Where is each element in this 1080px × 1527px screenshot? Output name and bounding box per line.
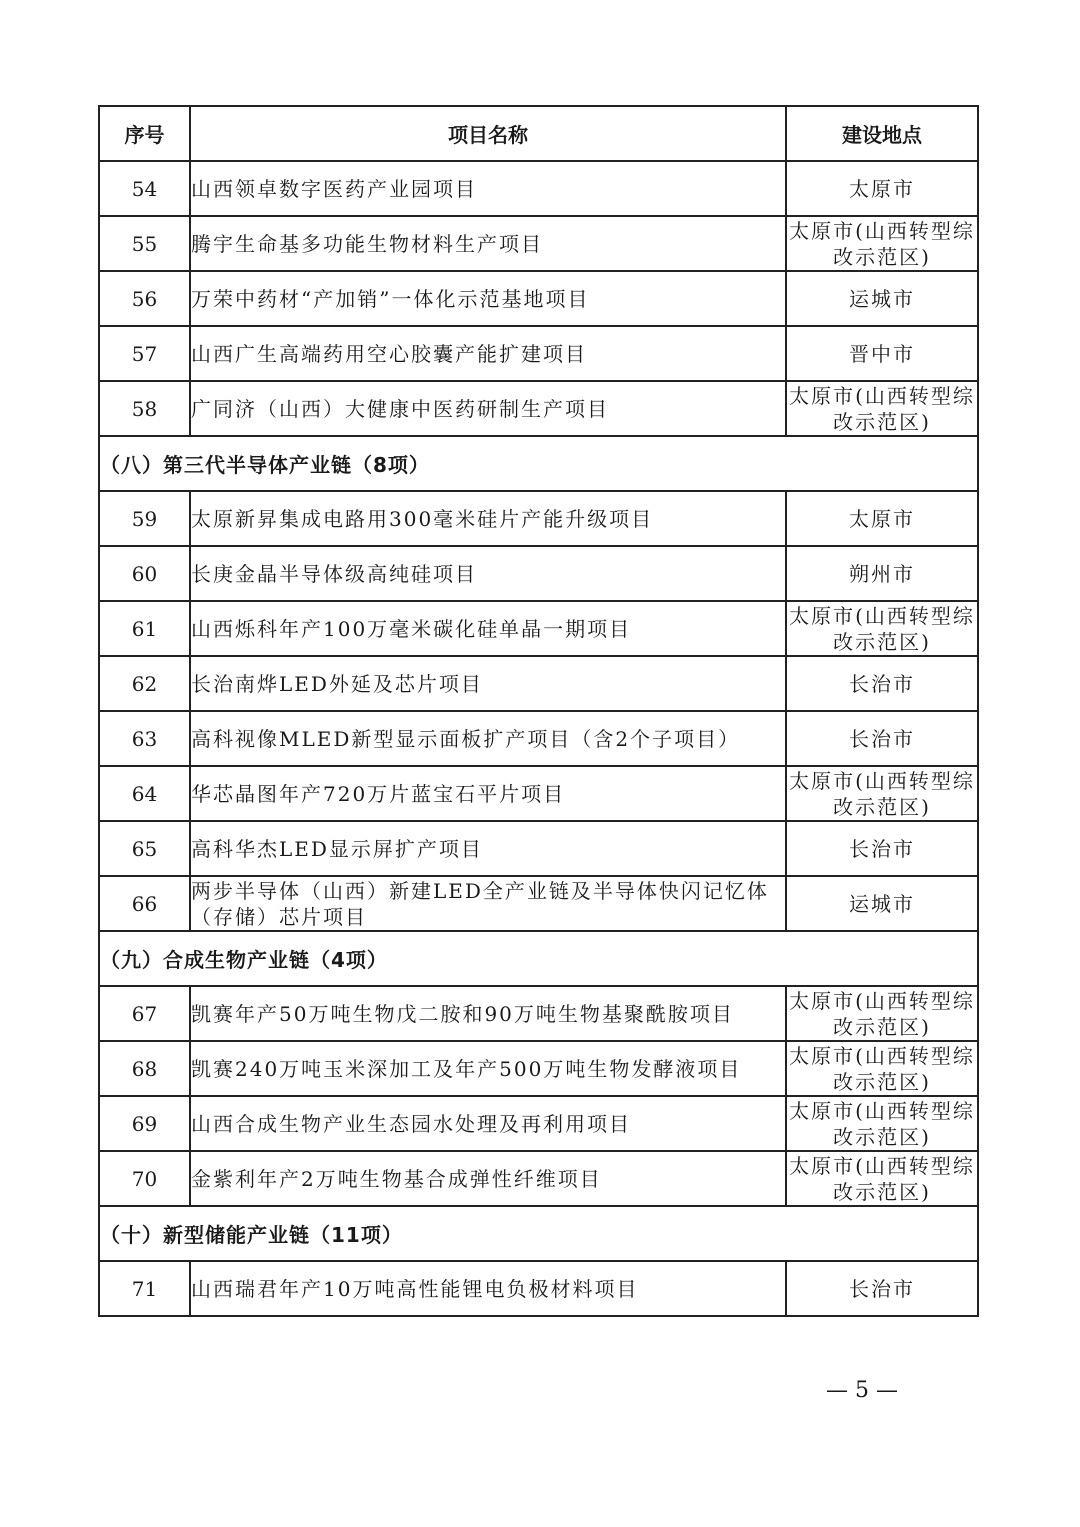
row-project-name: 山西瑞君年产10万吨高性能锂电负极材料项目 [190, 1261, 786, 1316]
row-serial-number: 55 [99, 216, 190, 271]
table-row [99, 326, 978, 381]
row-serial-number: 54 [99, 161, 190, 216]
row-serial-number: 69 [99, 1096, 190, 1151]
section-title: （八）第三代半导体产业链（8项） [99, 436, 978, 491]
section-row [99, 1206, 978, 1261]
row-serial-number: 70 [99, 1151, 190, 1206]
row-location: 太原市(山西转型综改示范区) [786, 1041, 978, 1096]
row-project-name: 广同济（山西）大健康中医药研制生产项目 [190, 381, 786, 436]
row-project-name: 山西合成生物产业生态园水处理及再利用项目 [190, 1096, 786, 1151]
table-row [99, 546, 978, 601]
row-project-name: 山西领卓数字医药产业园项目 [190, 161, 786, 216]
row-project-name: 山西广生高端药用空心胶囊产能扩建项目 [190, 326, 786, 381]
row-location: 太原市(山西转型综改示范区) [786, 1096, 978, 1151]
table-row [99, 766, 978, 821]
row-location: 太原市 [786, 491, 978, 546]
section-row [99, 931, 978, 986]
row-location: 长治市 [786, 821, 978, 876]
row-project-name: 山西烁科年产100万毫米碳化硅单晶一期项目 [190, 601, 786, 656]
row-project-name: 高科视像MLED新型显示面板扩产项目（含2个子项目） [190, 711, 786, 766]
table-row [99, 601, 978, 656]
row-location: 运城市 [786, 271, 978, 326]
header-project-name: 项目名称 [190, 106, 786, 161]
row-serial-number: 58 [99, 381, 190, 436]
row-serial-number: 63 [99, 711, 190, 766]
page-number: — 5 — [826, 1378, 898, 1403]
row-serial-number: 66 [99, 876, 190, 931]
row-serial-number: 67 [99, 986, 190, 1041]
row-project-name: 凯赛240万吨玉米深加工及年产500万吨生物发酵液项目 [190, 1041, 786, 1096]
row-project-name: 华芯晶图年产720万片蓝宝石平片项目 [190, 766, 786, 821]
project-table [98, 105, 979, 1317]
table-header-row [99, 106, 978, 161]
row-location: 太原市(山西转型综改示范区) [786, 601, 978, 656]
table-row [99, 1151, 978, 1206]
table-row [99, 821, 978, 876]
table-row [99, 381, 978, 436]
row-location: 太原市(山西转型综改示范区) [786, 766, 978, 821]
table-row [99, 491, 978, 546]
table-row [99, 1096, 978, 1151]
row-location: 长治市 [786, 1261, 978, 1316]
row-project-name: 长治南烨LED外延及芯片项目 [190, 656, 786, 711]
row-location: 长治市 [786, 656, 978, 711]
row-project-name: 凯赛年产50万吨生物戊二胺和90万吨生物基聚酰胺项目 [190, 986, 786, 1041]
row-project-name: 高科华杰LED显示屏扩产项目 [190, 821, 786, 876]
row-location: 运城市 [786, 876, 978, 931]
row-serial-number: 62 [99, 656, 190, 711]
row-serial-number: 65 [99, 821, 190, 876]
row-project-name: 金紫利年产2万吨生物基合成弹性纤维项目 [190, 1151, 786, 1206]
row-serial-number: 56 [99, 271, 190, 326]
table-row [99, 711, 978, 766]
section-title: （十）新型储能产业链（11项） [99, 1206, 978, 1261]
row-project-name: 腾宇生命基多功能生物材料生产项目 [190, 216, 786, 271]
table-row [99, 1041, 978, 1096]
table-row [99, 876, 978, 931]
row-project-name: 长庚金晶半导体级高纯硅项目 [190, 546, 786, 601]
header-serial-number: 序号 [99, 106, 190, 161]
row-project-name: 两步半导体（山西）新建LED全产业链及半导体快闪记忆体（存储）芯片项目 [190, 876, 786, 931]
row-project-name: 太原新昇集成电路用300毫米硅片产能升级项目 [190, 491, 786, 546]
table-row [99, 1261, 978, 1316]
row-location: 朔州市 [786, 546, 978, 601]
table-row [99, 271, 978, 326]
table-row [99, 216, 978, 271]
row-serial-number: 57 [99, 326, 190, 381]
table-row [99, 986, 978, 1041]
row-serial-number: 71 [99, 1261, 190, 1316]
row-location: 太原市 [786, 161, 978, 216]
section-row [99, 436, 978, 491]
section-title: （九）合成生物产业链（4项） [99, 931, 978, 986]
row-location: 长治市 [786, 711, 978, 766]
row-location: 晋中市 [786, 326, 978, 381]
row-location: 太原市(山西转型综改示范区) [786, 381, 978, 436]
row-serial-number: 61 [99, 601, 190, 656]
table-row [99, 161, 978, 216]
row-serial-number: 68 [99, 1041, 190, 1096]
row-location: 太原市(山西转型综改示范区) [786, 986, 978, 1041]
table-row [99, 656, 978, 711]
row-location: 太原市(山西转型综改示范区) [786, 216, 978, 271]
table-body [99, 161, 978, 1316]
row-serial-number: 60 [99, 546, 190, 601]
row-location: 太原市(山西转型综改示范区) [786, 1151, 978, 1206]
row-serial-number: 64 [99, 766, 190, 821]
row-project-name: 万荣中药材“产加销”一体化示范基地项目 [190, 271, 786, 326]
header-location: 建设地点 [786, 106, 978, 161]
row-serial-number: 59 [99, 491, 190, 546]
